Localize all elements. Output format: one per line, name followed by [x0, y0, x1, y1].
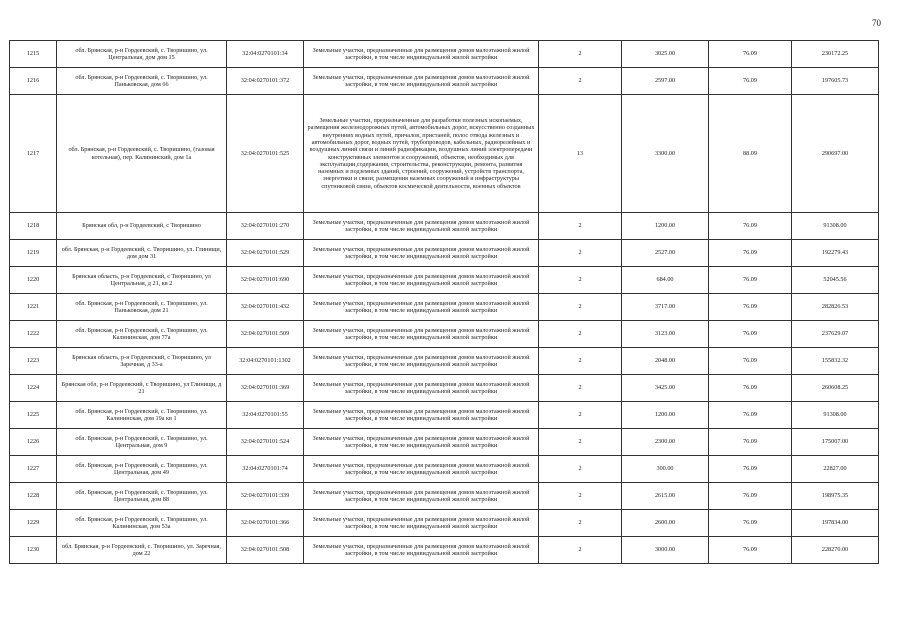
address-cell: обл. Брянская, р-н Гордеевский, с. Творишино, ул. Центральная, дом 88	[57, 483, 227, 510]
land-use-cell: Земельные участки, предназначенные для размещения домов малоэтажной жилой застройки, в том числе индивидуальной жилой застройки	[304, 41, 539, 68]
page-number: 70	[872, 18, 881, 28]
table-row	[10, 41, 879, 68]
address-cell: обл. Брянская, р-н Гордеевский, с. Творишино, ул. Калининская, дом 19а кв 1	[57, 402, 227, 429]
row-number: 1222	[10, 321, 57, 348]
area-cell: 2615.00	[622, 483, 709, 510]
address-cell: Брянская область, р-н Гордеевский, с Творишино, ул Центральная, д 21, кв 2	[57, 267, 227, 294]
cadastral-value-cell: 197834.00	[792, 510, 879, 537]
address-cell: обл. Брянская, р-н Гордеевский, с. Творишино, ул. Глинищи, дом дом 31	[57, 240, 227, 267]
group-code-cell: 2	[539, 294, 622, 321]
cadastral-number-cell: 32:04:0270101:74	[227, 456, 304, 483]
table-row	[10, 402, 879, 429]
area-cell: 1200.00	[622, 213, 709, 240]
land-use-cell: Земельные участки, предназначенные для размещения домов малоэтажной жилой застройки, в том числе индивидуальной жилой застройки	[304, 321, 539, 348]
cadastral-value-cell: 230172.25	[792, 41, 879, 68]
address-cell: обл. Брянская, р-н Гордеевский, с. Творишино, ул. Центральная, дом 9	[57, 429, 227, 456]
cadastral-number-cell: 32:04:0270101:1302	[227, 348, 304, 375]
area-cell: 2527.00	[622, 240, 709, 267]
row-number: 1217	[10, 95, 57, 213]
group-code-cell: 2	[539, 429, 622, 456]
rate-cell: 76.09	[709, 240, 792, 267]
address-cell: Брянская область, р-н Гордеевский, с Творишино, ул Заречная, д 33-а	[57, 348, 227, 375]
group-code-cell: 2	[539, 537, 622, 564]
cadastral-number-cell: 32:04:0270101:366	[227, 510, 304, 537]
table-row	[10, 483, 879, 510]
cadastral-number-cell: 32:04:0270101:529	[227, 240, 304, 267]
area-cell: 3717.00	[622, 294, 709, 321]
group-code-cell: 2	[539, 375, 622, 402]
cadastral-number-cell: 32:04:0270101:55	[227, 402, 304, 429]
cadastral-value-cell: 282826.53	[792, 294, 879, 321]
group-code-cell: 2	[539, 321, 622, 348]
land-use-cell: Земельные участки, предназначенные для размещения домов малоэтажной жилой застройки, в том числе индивидуальной жилой застройки	[304, 483, 539, 510]
cadastral-number-cell: 32:04:0270101:369	[227, 375, 304, 402]
area-cell: 3123.00	[622, 321, 709, 348]
cadastral-value-cell: 237629.07	[792, 321, 879, 348]
group-code-cell: 2	[539, 240, 622, 267]
land-use-cell: Земельные участки, предназначенные для разработки полезных ископаемых, размещения железнодорожных путей, автомобильных дорог, искусственно созданных внутренних водных путей, причалов, пристаней, полос отвода железных и автомобильных дорог, водных путей, трубопроводов, кабельных, радиорелейных и воздушных линий связи и линий радиофикации, воздушных линий электропередачи конструктивных элементов и сооружений, объектов, необходимых для эксплуатации,содержания, строительства, реконструкции, ремонта, развития наземных и подземных зданий, строений, сооружений, устройств транспорта, энергетики и связи; размещения наземных сооружений и инфраструктуры спутниковой связи, объектов космической деятельности, военных объектов	[304, 95, 539, 213]
cadastral-value-cell: 52045.56	[792, 267, 879, 294]
rate-cell: 76.09	[709, 429, 792, 456]
land-use-cell: Земельные участки, предназначенные для размещения домов малоэтажной жилой застройки, в том числе индивидуальной жилой застройки	[304, 456, 539, 483]
table-row	[10, 375, 879, 402]
address-cell: обл. Брянская, р-н Гордеевский, с. Творишино, ул. Калининская, дом 53а	[57, 510, 227, 537]
table-row	[10, 321, 879, 348]
area-cell: 1200.00	[622, 402, 709, 429]
area-cell: 2300.00	[622, 429, 709, 456]
cadastral-number-cell: 32:04:0270101:524	[227, 429, 304, 456]
rate-cell: 76.09	[709, 267, 792, 294]
address-cell: обл. Брянская, р-н Гордеевский, с. Творишино, ул. Паньковская, дом 66	[57, 68, 227, 95]
group-code-cell: 2	[539, 483, 622, 510]
rate-cell: 76.09	[709, 321, 792, 348]
rate-cell: 76.09	[709, 294, 792, 321]
land-use-cell: Земельные участки, предназначенные для размещения домов малоэтажной жилой застройки, в том числе индивидуальной жилой застройки	[304, 240, 539, 267]
table-row	[10, 240, 879, 267]
group-code-cell: 13	[539, 95, 622, 213]
rate-cell: 76.09	[709, 41, 792, 68]
group-code-cell: 2	[539, 68, 622, 95]
group-code-cell: 2	[539, 348, 622, 375]
row-number: 1218	[10, 213, 57, 240]
address-cell: обл. Брянская, р-н Гордеевский, с. Творишино, (газовая котельная), пер. Калининский, дом 1а	[57, 95, 227, 213]
cadastral-value-cell: 192279.43	[792, 240, 879, 267]
rate-cell: 76.09	[709, 402, 792, 429]
row-number: 1225	[10, 402, 57, 429]
land-use-cell: Земельные участки, предназначенные для размещения домов малоэтажной жилой застройки, в том числе индивидуальной жилой застройки	[304, 429, 539, 456]
land-use-cell: Земельные участки, предназначенные для размещения домов малоэтажной жилой застройки, в том числе индивидуальной жилой застройки	[304, 294, 539, 321]
address-cell: обл. Брянская, р-н Гордеевский, с. Творишино, ул. Центральная, дом 49	[57, 456, 227, 483]
rate-cell: 76.09	[709, 213, 792, 240]
group-code-cell: 2	[539, 510, 622, 537]
cadastral-value-cell: 260608.25	[792, 375, 879, 402]
rate-cell: 76.09	[709, 375, 792, 402]
table-row	[10, 348, 879, 375]
table-row	[10, 510, 879, 537]
group-code-cell: 2	[539, 267, 622, 294]
cadastral-value-cell: 91308.00	[792, 402, 879, 429]
cadastral-number-cell: 32:04:0270101:509	[227, 321, 304, 348]
cadastral-value-cell: 198975.35	[792, 483, 879, 510]
address-cell: обл. Брянская, р-н Гордеевский, с. Творишино, ул. Заречная, дом 22	[57, 537, 227, 564]
rate-cell: 76.09	[709, 348, 792, 375]
land-registry-table	[9, 40, 879, 564]
land-use-cell: Земельные участки, предназначенные для размещения домов малоэтажной жилой застройки, в том числе индивидуальной жилой застройки	[304, 375, 539, 402]
land-use-cell: Земельные участки, предназначенные для размещения домов малоэтажной жилой застройки, в том числе индивидуальной жилой застройки	[304, 537, 539, 564]
land-use-cell: Земельные участки, предназначенные для размещения домов малоэтажной жилой застройки, в том числе индивидуальной жилой застройки	[304, 68, 539, 95]
land-use-cell: Земельные участки, предназначенные для размещения домов малоэтажной жилой застройки, в том числе индивидуальной жилой застройки	[304, 213, 539, 240]
group-code-cell: 2	[539, 402, 622, 429]
cadastral-value-cell: 91308.00	[792, 213, 879, 240]
row-number: 1230	[10, 537, 57, 564]
row-number: 1219	[10, 240, 57, 267]
rate-cell: 76.09	[709, 483, 792, 510]
table-row	[10, 267, 879, 294]
cadastral-number-cell: 32:04:0270101:339	[227, 483, 304, 510]
cadastral-number-cell: 32:04:0270101:270	[227, 213, 304, 240]
area-cell: 684.00	[622, 267, 709, 294]
area-cell: 3025.00	[622, 41, 709, 68]
row-number: 1223	[10, 348, 57, 375]
group-code-cell: 2	[539, 41, 622, 68]
cadastral-value-cell: 22827.00	[792, 456, 879, 483]
table-row	[10, 456, 879, 483]
rate-cell: 76.09	[709, 456, 792, 483]
row-number: 1229	[10, 510, 57, 537]
cadastral-number-cell: 32:04:0270101:508	[227, 537, 304, 564]
cadastral-number-cell: 32:04:0270101:432	[227, 294, 304, 321]
area-cell: 300.00	[622, 456, 709, 483]
land-use-cell: Земельные участки, предназначенные для размещения домов малоэтажной жилой застройки, в том числе индивидуальной жилой застройки	[304, 348, 539, 375]
land-use-cell: Земельные участки, предназначенные для размещения домов малоэтажной жилой застройки, в том числе индивидуальной жилой застройки	[304, 402, 539, 429]
table-row	[10, 294, 879, 321]
address-cell: обл. Брянская, р-н Гордеевский, с. Творишино, ул. Паньковская, дом 21	[57, 294, 227, 321]
table-row	[10, 429, 879, 456]
row-number: 1224	[10, 375, 57, 402]
rate-cell: 76.09	[709, 510, 792, 537]
cadastral-number-cell: 32:04:0270101:372	[227, 68, 304, 95]
cadastral-value-cell: 290697.00	[792, 95, 879, 213]
area-cell: 2600.00	[622, 510, 709, 537]
address-cell: Брянская обл, р-н Гордеевский, с Творишино	[57, 213, 227, 240]
row-number: 1216	[10, 68, 57, 95]
row-number: 1226	[10, 429, 57, 456]
rate-cell: 76.09	[709, 68, 792, 95]
rate-cell: 76.09	[709, 537, 792, 564]
table-row	[10, 213, 879, 240]
land-use-cell: Земельные участки, предназначенные для размещения домов малоэтажной жилой застройки, в том числе индивидуальной жилой застройки	[304, 267, 539, 294]
table-row	[10, 537, 879, 564]
cadastral-value-cell: 228270.00	[792, 537, 879, 564]
address-cell: обл. Брянская, р-н Гордеевский, с. Творишино, ул. Центральная, дом дом 15	[57, 41, 227, 68]
table-row	[10, 68, 879, 95]
row-number: 1220	[10, 267, 57, 294]
row-number: 1221	[10, 294, 57, 321]
address-cell: Брянская обл, р-н Гордеевский, с Творишино, ул Глинищи, д 21	[57, 375, 227, 402]
table-row	[10, 95, 879, 213]
group-code-cell: 2	[539, 456, 622, 483]
land-use-cell: Земельные участки, предназначенные для размещения домов малоэтажной жилой застройки, в том числе индивидуальной жилой застройки	[304, 510, 539, 537]
cadastral-value-cell: 175007.00	[792, 429, 879, 456]
cadastral-value-cell: 155832.32	[792, 348, 879, 375]
cadastral-number-cell: 32:04:0270101:525	[227, 95, 304, 213]
area-cell: 3000.00	[622, 537, 709, 564]
cadastral-number-cell: 32:04:0270101:690	[227, 267, 304, 294]
row-number: 1228	[10, 483, 57, 510]
row-number: 1215	[10, 41, 57, 68]
area-cell: 3300.00	[622, 95, 709, 213]
rate-cell: 88.09	[709, 95, 792, 213]
area-cell: 2597.00	[622, 68, 709, 95]
cadastral-number-cell: 32:04:0270101:34	[227, 41, 304, 68]
group-code-cell: 2	[539, 213, 622, 240]
cadastral-value-cell: 197605.73	[792, 68, 879, 95]
address-cell: обл. Брянская, р-н Гордеевский, с. Творишино, ул. Калининская, дом 77а	[57, 321, 227, 348]
area-cell: 2048.00	[622, 348, 709, 375]
row-number: 1227	[10, 456, 57, 483]
area-cell: 3425.00	[622, 375, 709, 402]
